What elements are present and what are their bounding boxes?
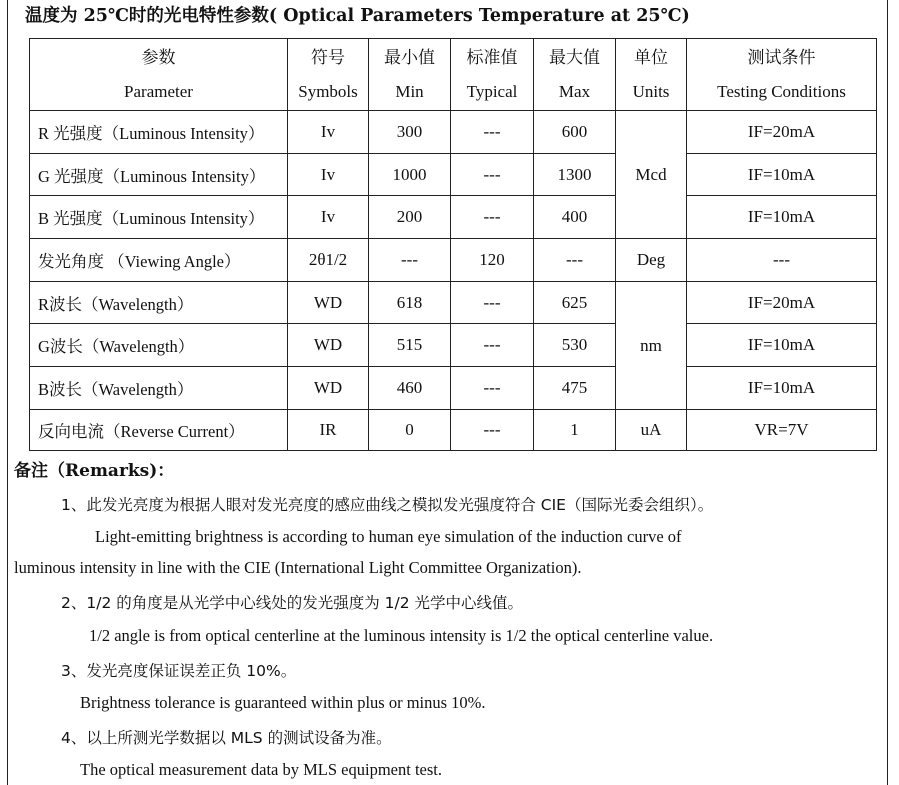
- remark-1-zh: 1、此发光亮度为根据人眼对发光亮度的感应曲线之模拟发光强度符合 CIE（国际光委会组织）。: [61, 496, 714, 514]
- symbol-cell: Iv: [288, 196, 369, 239]
- table-row: [30, 196, 877, 239]
- min-cell: 0: [369, 410, 451, 451]
- header-max: 最大值 Max: [534, 39, 616, 111]
- condition-cell: IF=10mA: [687, 196, 877, 239]
- max-cell: 1: [534, 410, 616, 451]
- param-cell: B 光强度（Luminous Intensity）: [30, 196, 288, 239]
- symbol-cell: WD: [288, 282, 369, 324]
- header-testing-conditions: 测试条件 Testing Conditions: [687, 39, 877, 111]
- table-row: [30, 239, 877, 282]
- condition-cell: IF=10mA: [687, 154, 877, 196]
- section-title: 温度为 25℃时的光电特性参数( Optical Parameters Temperature at 25℃): [25, 6, 690, 26]
- symbol-cell: Iv: [288, 154, 369, 196]
- page-border-right: [887, 0, 888, 785]
- remark-1-en-line1: Light-emitting brightness is according to human eye simulation of the induction curve of: [95, 527, 682, 546]
- typical-cell: ---: [451, 367, 534, 410]
- param-cell: 反向电流（Reverse Current）: [30, 410, 288, 451]
- page-border-left: [7, 0, 8, 785]
- param-cell: R波长（Wavelength）: [30, 282, 288, 324]
- symbol-cell: WD: [288, 324, 369, 367]
- symbol-cell: 2θ1/2: [288, 239, 369, 282]
- min-cell: 1000: [369, 154, 451, 196]
- table-row: [30, 367, 877, 410]
- min-cell: 515: [369, 324, 451, 367]
- condition-cell: VR=7V: [687, 410, 877, 451]
- unit-cell: nm: [616, 282, 687, 410]
- unit-cell: uA: [616, 410, 687, 451]
- table-row: [30, 111, 877, 154]
- remark-1-en-line2: luminous intensity in line with the CIE (International Light Committee Organization).: [14, 558, 582, 577]
- typical-cell: ---: [451, 324, 534, 367]
- remark-2-zh: 2、1/2 的角度是从光学中心线处的发光强度为 1/2 光学中心线值。: [61, 594, 524, 612]
- header-typical: 标准值 Typical: [451, 39, 534, 111]
- typical-cell: ---: [451, 111, 534, 154]
- min-cell: 618: [369, 282, 451, 324]
- table-row: [30, 282, 877, 324]
- remark-3-zh: 3、发光亮度保证误差正负 10%。: [61, 662, 297, 680]
- unit-cell: Deg: [616, 239, 687, 282]
- max-cell: 1300: [534, 154, 616, 196]
- typical-cell: 120: [451, 239, 534, 282]
- condition-cell: IF=10mA: [687, 367, 877, 410]
- unit-cell: Mcd: [616, 111, 687, 239]
- condition-cell: IF=20mA: [687, 111, 877, 154]
- max-cell: 475: [534, 367, 616, 410]
- typical-cell: ---: [451, 196, 534, 239]
- header-min: 最小值 Min: [369, 39, 451, 111]
- typical-cell: ---: [451, 282, 534, 324]
- param-cell: G波长（Wavelength）: [30, 324, 288, 367]
- remark-3-en: Brightness tolerance is guaranteed within plus or minus 10%.: [80, 693, 486, 712]
- remark-4-en: The optical measurement data by MLS equipment test.: [80, 760, 442, 779]
- symbol-cell: WD: [288, 367, 369, 410]
- typical-cell: ---: [451, 154, 534, 196]
- max-cell: 625: [534, 282, 616, 324]
- condition-cell: ---: [687, 239, 877, 282]
- param-cell: 发光角度 （Viewing Angle）: [30, 239, 288, 282]
- symbol-cell: Iv: [288, 111, 369, 154]
- max-cell: ---: [534, 239, 616, 282]
- min-cell: 200: [369, 196, 451, 239]
- table-header-row: [30, 39, 877, 111]
- max-cell: 530: [534, 324, 616, 367]
- min-cell: 300: [369, 111, 451, 154]
- condition-cell: IF=10mA: [687, 324, 877, 367]
- condition-cell: IF=20mA: [687, 282, 877, 324]
- table-row: [30, 324, 877, 367]
- remarks-title: 备注（Remarks)：: [14, 461, 175, 481]
- max-cell: 600: [534, 111, 616, 154]
- param-cell: R 光强度（Luminous Intensity）: [30, 111, 288, 154]
- min-cell: ---: [369, 239, 451, 282]
- table-row: [30, 410, 877, 451]
- param-cell: G 光强度（Luminous Intensity）: [30, 154, 288, 196]
- max-cell: 400: [534, 196, 616, 239]
- param-cell: B波长（Wavelength）: [30, 367, 288, 410]
- table-row: [30, 154, 877, 196]
- header-symbols: 符号 Symbols: [288, 39, 369, 111]
- remark-4-zh: 4、以上所测光学数据以 MLS 的测试设备为准。: [61, 729, 392, 747]
- symbol-cell: IR: [288, 410, 369, 451]
- header-units: 单位 Units: [616, 39, 687, 111]
- optical-parameters-table: [29, 38, 877, 451]
- typical-cell: ---: [451, 410, 534, 451]
- header-parameter: 参数 Parameter: [30, 39, 288, 111]
- min-cell: 460: [369, 367, 451, 410]
- remark-2-en: 1/2 angle is from optical centerline at the luminous intensity is 1/2 the optical centerline value.: [89, 626, 714, 645]
